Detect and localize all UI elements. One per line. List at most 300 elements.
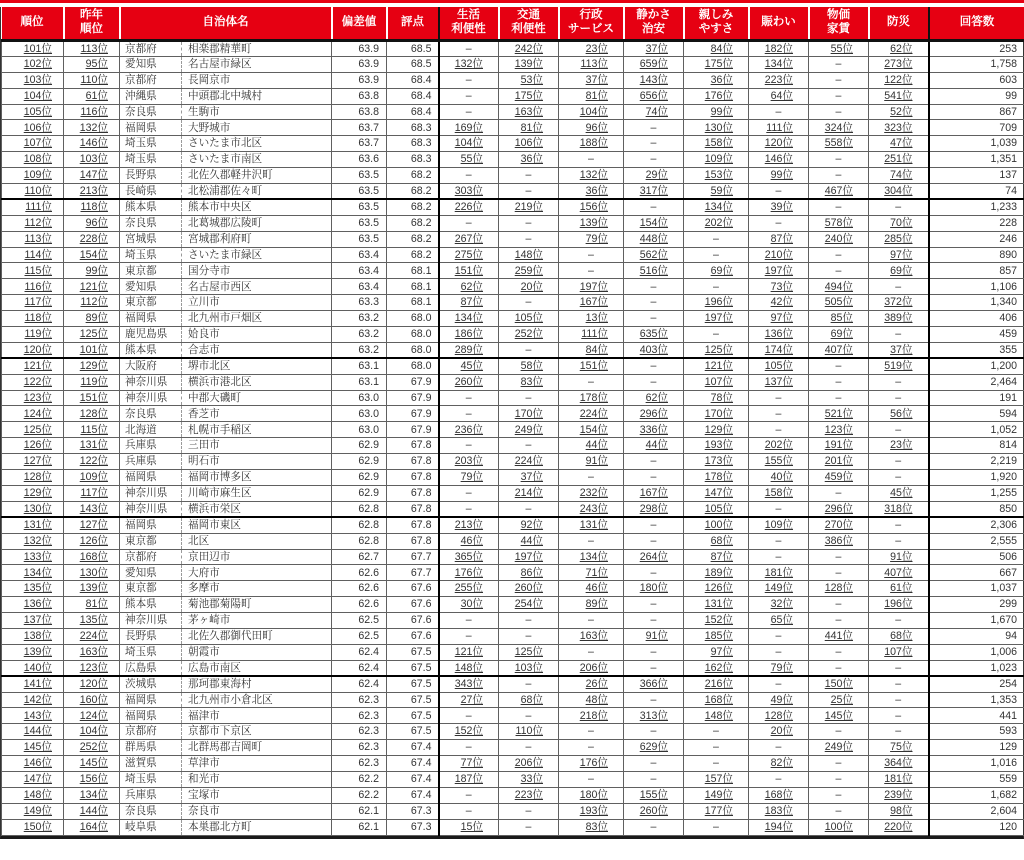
cell-city: 京田辺市 [182, 549, 332, 565]
cell-prev-rank: 103位 [64, 152, 120, 168]
cell-admin-service: 23位 [559, 41, 624, 57]
cell-liveliness: 174位 [749, 342, 809, 358]
cell-price-rent: 441位 [809, 628, 869, 644]
cell-life-convenience: 148位 [439, 660, 499, 676]
cell-disaster-prevention: 45位 [869, 485, 929, 501]
cell-score: 68.5 [387, 41, 439, 57]
cell-disaster-prevention: – [869, 660, 929, 676]
cell-friendliness: 189位 [684, 565, 749, 581]
cell-responses: 406 [929, 311, 1024, 327]
cell-admin-service: 13位 [559, 311, 624, 327]
cell-price-rent: 201位 [809, 454, 869, 470]
cell-prev-rank: 127位 [64, 517, 120, 533]
cell-liveliness: – [749, 771, 809, 787]
cell-disaster-prevention: – [869, 327, 929, 343]
cell-price-rent: 249位 [809, 740, 869, 756]
cell-transport-convenience: 92位 [499, 517, 559, 533]
table-row [2, 692, 1024, 708]
cell-life-convenience: 151位 [439, 263, 499, 279]
table-row [2, 311, 1024, 327]
cell-rank: 150位 [2, 819, 64, 835]
cell-transport-convenience: 259位 [499, 263, 559, 279]
cell-rank: 125位 [2, 422, 64, 438]
cell-admin-service: 151位 [559, 358, 624, 374]
cell-life-convenience: 87位 [439, 295, 499, 311]
cell-quiet-safety: – [624, 756, 684, 772]
cell-deviation: 62.6 [332, 581, 387, 597]
cell-rank: 108位 [2, 152, 64, 168]
cell-responses: 355 [929, 342, 1024, 358]
cell-life-convenience: 289位 [439, 342, 499, 358]
cell-quiet-safety: 91位 [624, 628, 684, 644]
col-header-admin-service: 行政 サービス [559, 7, 624, 41]
cell-prefecture: 埼玉県 [120, 152, 182, 168]
cell-rank: 123位 [2, 390, 64, 406]
table-row [2, 199, 1024, 215]
cell-friendliness: 197位 [684, 311, 749, 327]
cell-deviation: 62.2 [332, 771, 387, 787]
table-row [2, 72, 1024, 88]
table-row [2, 263, 1024, 279]
cell-transport-convenience: 81位 [499, 120, 559, 136]
cell-liveliness: 64位 [749, 88, 809, 104]
cell-deviation: 63.9 [332, 41, 387, 57]
cell-friendliness: 175位 [684, 56, 749, 72]
cell-city: さいたま市北区 [182, 136, 332, 152]
cell-prev-rank: 154位 [64, 247, 120, 263]
cell-friendliness: 84位 [684, 41, 749, 57]
cell-life-convenience: 62位 [439, 279, 499, 295]
table-row [2, 660, 1024, 676]
col-header-deviation: 偏差値 [332, 7, 387, 41]
cell-prefecture: 愛知県 [120, 565, 182, 581]
cell-disaster-prevention: – [869, 613, 929, 629]
col-header-price-rent: 物価 家賃 [809, 7, 869, 41]
cell-responses: 814 [929, 438, 1024, 454]
cell-prev-rank: 110位 [64, 72, 120, 88]
cell-deviation: 63.8 [332, 104, 387, 120]
cell-transport-convenience: 105位 [499, 311, 559, 327]
cell-friendliness: 129位 [684, 422, 749, 438]
cell-score: 67.6 [387, 597, 439, 613]
cell-friendliness: – [684, 740, 749, 756]
cell-admin-service: 232位 [559, 485, 624, 501]
cell-admin-service: 134位 [559, 549, 624, 565]
cell-liveliness: 223位 [749, 72, 809, 88]
cell-city: 横浜市栄区 [182, 501, 332, 517]
cell-deviation: 63.2 [332, 327, 387, 343]
cell-responses: 890 [929, 247, 1024, 263]
cell-rank: 117位 [2, 295, 64, 311]
cell-quiet-safety: 403位 [624, 342, 684, 358]
cell-responses: 709 [929, 120, 1024, 136]
cell-rank: 127位 [2, 454, 64, 470]
cell-quiet-safety: 298位 [624, 501, 684, 517]
cell-quiet-safety: – [624, 819, 684, 835]
cell-city: 熊本市中央区 [182, 199, 332, 215]
cell-friendliness: – [684, 231, 749, 247]
cell-price-rent: 386位 [809, 533, 869, 549]
table-row [2, 438, 1024, 454]
cell-quiet-safety: 143位 [624, 72, 684, 88]
cell-city: 中郡大磯町 [182, 390, 332, 406]
cell-liveliness: – [749, 644, 809, 660]
cell-city: 香芝市 [182, 406, 332, 422]
cell-friendliness: 157位 [684, 771, 749, 787]
cell-responses: 1,255 [929, 485, 1024, 501]
cell-life-convenience: 27位 [439, 692, 499, 708]
cell-prefecture: 沖縄県 [120, 88, 182, 104]
cell-disaster-prevention: 196位 [869, 597, 929, 613]
cell-life-convenience: – [439, 390, 499, 406]
cell-score: 67.9 [387, 422, 439, 438]
cell-prev-rank: 61位 [64, 88, 120, 104]
cell-disaster-prevention: – [869, 517, 929, 533]
cell-friendliness: 149位 [684, 787, 749, 803]
cell-score: 68.3 [387, 152, 439, 168]
cell-admin-service: – [559, 724, 624, 740]
cell-deviation: 62.7 [332, 549, 387, 565]
cell-score: 68.2 [387, 215, 439, 231]
cell-score: 67.9 [387, 390, 439, 406]
cell-city: 北九州市戸畑区 [182, 311, 332, 327]
cell-transport-convenience: – [499, 501, 559, 517]
cell-responses: 1,023 [929, 660, 1024, 676]
cell-prev-rank: 132位 [64, 120, 120, 136]
cell-transport-convenience: 58位 [499, 358, 559, 374]
cell-transport-convenience: 224位 [499, 454, 559, 470]
cell-prefecture: 北海道 [120, 422, 182, 438]
cell-quiet-safety: – [624, 358, 684, 374]
col-header-friendliness: 親しみ やすさ [684, 7, 749, 41]
cell-price-rent: – [809, 199, 869, 215]
cell-liveliness: 87位 [749, 231, 809, 247]
cell-responses: 1,920 [929, 470, 1024, 486]
cell-prefecture: 東京都 [120, 263, 182, 279]
cell-prefecture: 鹿児島県 [120, 327, 182, 343]
cell-liveliness: 32位 [749, 597, 809, 613]
cell-city: 相楽郡精華町 [182, 41, 332, 57]
cell-deviation: 63.5 [332, 199, 387, 215]
cell-city: 朝霞市 [182, 644, 332, 660]
table-row [2, 676, 1024, 692]
cell-life-convenience: 132位 [439, 56, 499, 72]
cell-quiet-safety: 62位 [624, 390, 684, 406]
cell-rank: 126位 [2, 438, 64, 454]
table-row [2, 247, 1024, 263]
cell-price-rent: 270位 [809, 517, 869, 533]
cell-transport-convenience: 223位 [499, 787, 559, 803]
cell-disaster-prevention: 70位 [869, 215, 929, 231]
cell-prefecture: 滋賀県 [120, 756, 182, 772]
cell-rank: 124位 [2, 406, 64, 422]
cell-life-convenience: 77位 [439, 756, 499, 772]
cell-score: 67.8 [387, 485, 439, 501]
cell-city: 那珂郡東海村 [182, 676, 332, 692]
cell-score: 67.5 [387, 676, 439, 692]
cell-deviation: 62.1 [332, 803, 387, 819]
cell-prefecture: 神奈川県 [120, 390, 182, 406]
table-row [2, 168, 1024, 184]
ranking-table-frame [0, 7, 1024, 839]
cell-disaster-prevention: 61位 [869, 581, 929, 597]
cell-life-convenience: – [439, 485, 499, 501]
cell-disaster-prevention: 75位 [869, 740, 929, 756]
cell-friendliness: 68位 [684, 533, 749, 549]
cell-prev-rank: 117位 [64, 485, 120, 501]
cell-friendliness: 121位 [684, 358, 749, 374]
cell-responses: 254 [929, 676, 1024, 692]
cell-responses: 506 [929, 549, 1024, 565]
cell-prev-rank: 116位 [64, 104, 120, 120]
cell-price-rent: – [809, 263, 869, 279]
cell-life-convenience: 30位 [439, 597, 499, 613]
cell-score: 67.4 [387, 771, 439, 787]
cell-transport-convenience: – [499, 215, 559, 231]
cell-disaster-prevention: 37位 [869, 342, 929, 358]
cell-price-rent: 85位 [809, 311, 869, 327]
cell-life-convenience: – [439, 168, 499, 184]
cell-price-rent: 505位 [809, 295, 869, 311]
cell-responses: 2,464 [929, 374, 1024, 390]
cell-liveliness: 97位 [749, 311, 809, 327]
cell-transport-convenience: – [499, 168, 559, 184]
cell-rank: 118位 [2, 311, 64, 327]
table-row [2, 184, 1024, 200]
cell-deviation: 63.0 [332, 390, 387, 406]
cell-score: 68.2 [387, 247, 439, 263]
col-header-liveliness: 賑わい [749, 7, 809, 41]
cell-price-rent: 240位 [809, 231, 869, 247]
cell-rank: 112位 [2, 215, 64, 231]
cell-admin-service: 96位 [559, 120, 624, 136]
cell-city: 広島市南区 [182, 660, 332, 676]
cell-admin-service: – [559, 644, 624, 660]
cell-score: 67.8 [387, 501, 439, 517]
cell-price-rent: – [809, 374, 869, 390]
cell-life-convenience: 134位 [439, 311, 499, 327]
cell-prev-rank: 128位 [64, 406, 120, 422]
cell-quiet-safety: 264位 [624, 549, 684, 565]
col-header-rank: 順位 [2, 7, 64, 41]
cell-prev-rank: 131位 [64, 438, 120, 454]
cell-score: 67.3 [387, 819, 439, 835]
cell-life-convenience: – [439, 41, 499, 57]
cell-score: 68.4 [387, 88, 439, 104]
cell-city: さいたま市緑区 [182, 247, 332, 263]
cell-rank: 129位 [2, 485, 64, 501]
cell-prefecture: 大阪府 [120, 358, 182, 374]
cell-responses: 1,682 [929, 787, 1024, 803]
cell-rank: 131位 [2, 517, 64, 533]
cell-prev-rank: 252位 [64, 740, 120, 756]
cell-transport-convenience: – [499, 295, 559, 311]
cell-friendliness: 131位 [684, 597, 749, 613]
cell-deviation: 63.4 [332, 247, 387, 263]
cell-admin-service: 188位 [559, 136, 624, 152]
cell-city: 茅ヶ崎市 [182, 613, 332, 629]
cell-price-rent: – [809, 644, 869, 660]
cell-score: 68.4 [387, 72, 439, 88]
cell-life-convenience: – [439, 501, 499, 517]
table-row [2, 152, 1024, 168]
cell-prev-rank: 168位 [64, 549, 120, 565]
table-row [2, 787, 1024, 803]
cell-prefecture: 東京都 [120, 581, 182, 597]
cell-disaster-prevention: 68位 [869, 628, 929, 644]
cell-disaster-prevention: – [869, 454, 929, 470]
cell-transport-convenience: – [499, 819, 559, 835]
cell-responses: 2,604 [929, 803, 1024, 819]
cell-liveliness: 105位 [749, 358, 809, 374]
cell-quiet-safety: 659位 [624, 56, 684, 72]
cell-transport-convenience: – [499, 803, 559, 819]
cell-disaster-prevention: 407位 [869, 565, 929, 581]
cell-liveliness: – [749, 422, 809, 438]
cell-quiet-safety: – [624, 644, 684, 660]
cell-life-convenience: – [439, 88, 499, 104]
cell-friendliness: 153位 [684, 168, 749, 184]
cell-responses: 1,233 [929, 199, 1024, 215]
cell-deviation: 63.4 [332, 279, 387, 295]
cell-admin-service: – [559, 771, 624, 787]
cell-disaster-prevention: 69位 [869, 263, 929, 279]
cell-prev-rank: 139位 [64, 581, 120, 597]
table-row [2, 374, 1024, 390]
cell-life-convenience: 15位 [439, 819, 499, 835]
cell-prev-rank: 164位 [64, 819, 120, 835]
cell-city: 明石市 [182, 454, 332, 470]
cell-life-convenience: – [439, 613, 499, 629]
cell-quiet-safety: – [624, 374, 684, 390]
cell-rank: 106位 [2, 120, 64, 136]
cell-prev-rank: 224位 [64, 628, 120, 644]
cell-transport-convenience: 242位 [499, 41, 559, 57]
cell-rank: 134位 [2, 565, 64, 581]
cell-prefecture: 東京都 [120, 533, 182, 549]
cell-prefecture: 福岡県 [120, 517, 182, 533]
cell-disaster-prevention: 62位 [869, 41, 929, 57]
cell-prev-rank: 147位 [64, 168, 120, 184]
cell-friendliness: 162位 [684, 660, 749, 676]
cell-prev-rank: 126位 [64, 533, 120, 549]
cell-price-rent: – [809, 390, 869, 406]
cell-quiet-safety: 154位 [624, 215, 684, 231]
cell-friendliness: 152位 [684, 613, 749, 629]
cell-city: 姶良市 [182, 327, 332, 343]
cell-friendliness: 125位 [684, 342, 749, 358]
cell-disaster-prevention: 107位 [869, 644, 929, 660]
table-row [2, 342, 1024, 358]
cell-disaster-prevention: – [869, 470, 929, 486]
cell-life-convenience: – [439, 740, 499, 756]
cell-prefecture: 京都府 [120, 41, 182, 57]
cell-admin-service: 84位 [559, 342, 624, 358]
cell-city: 国分寺市 [182, 263, 332, 279]
cell-prev-rank: 130位 [64, 565, 120, 581]
cell-deviation: 62.5 [332, 613, 387, 629]
cell-disaster-prevention: 220位 [869, 819, 929, 835]
cell-transport-convenience: 260位 [499, 581, 559, 597]
table-row [2, 628, 1024, 644]
cell-prefecture: 長崎県 [120, 184, 182, 200]
cell-deviation: 62.9 [332, 485, 387, 501]
cell-responses: 246 [929, 231, 1024, 247]
cell-transport-convenience: 44位 [499, 533, 559, 549]
cell-prefecture: 奈良県 [120, 803, 182, 819]
cell-price-rent: – [809, 756, 869, 772]
cell-transport-convenience: – [499, 628, 559, 644]
cell-disaster-prevention: 122位 [869, 72, 929, 88]
cell-quiet-safety: 366位 [624, 676, 684, 692]
cell-admin-service: 167位 [559, 295, 624, 311]
cell-quiet-safety: – [624, 279, 684, 295]
cell-friendliness: 126位 [684, 581, 749, 597]
cell-admin-service: 243位 [559, 501, 624, 517]
table-row [2, 803, 1024, 819]
cell-score: 67.9 [387, 374, 439, 390]
cell-responses: 1,758 [929, 56, 1024, 72]
cell-quiet-safety: 448位 [624, 231, 684, 247]
cell-responses: 120 [929, 819, 1024, 835]
cell-disaster-prevention: 239位 [869, 787, 929, 803]
cell-prev-rank: 135位 [64, 613, 120, 629]
cell-deviation: 62.3 [332, 756, 387, 772]
cell-quiet-safety: – [624, 311, 684, 327]
cell-liveliness: – [749, 104, 809, 120]
cell-prev-rank: 115位 [64, 422, 120, 438]
cell-transport-convenience: 206位 [499, 756, 559, 772]
cell-rank: 142位 [2, 692, 64, 708]
cell-life-convenience: 55位 [439, 152, 499, 168]
cell-transport-convenience: 106位 [499, 136, 559, 152]
cell-quiet-safety: 180位 [624, 581, 684, 597]
cell-city: 川崎市麻生区 [182, 485, 332, 501]
cell-score: 68.1 [387, 263, 439, 279]
cell-deviation: 63.5 [332, 184, 387, 200]
cell-rank: 139位 [2, 644, 64, 660]
cell-price-rent: – [809, 485, 869, 501]
table-row [2, 644, 1024, 660]
cell-prefecture: 京都府 [120, 72, 182, 88]
cell-price-rent: 459位 [809, 470, 869, 486]
cell-price-rent: – [809, 56, 869, 72]
table-row [2, 708, 1024, 724]
cell-life-convenience: 104位 [439, 136, 499, 152]
cell-life-convenience: 226位 [439, 199, 499, 215]
cell-city: 和光市 [182, 771, 332, 787]
cell-quiet-safety: – [624, 597, 684, 613]
cell-deviation: 63.3 [332, 295, 387, 311]
cell-score: 68.2 [387, 184, 439, 200]
cell-liveliness: 120位 [749, 136, 809, 152]
cell-transport-convenience: 163位 [499, 104, 559, 120]
cell-disaster-prevention: 273位 [869, 56, 929, 72]
cell-liveliness: 65位 [749, 613, 809, 629]
cell-transport-convenience: 254位 [499, 597, 559, 613]
cell-admin-service: 111位 [559, 327, 624, 343]
cell-rank: 132位 [2, 533, 64, 549]
cell-deviation: 63.7 [332, 120, 387, 136]
cell-prefecture: 茨城県 [120, 676, 182, 692]
cell-score: 68.4 [387, 104, 439, 120]
cell-liveliness: 99位 [749, 168, 809, 184]
cell-friendliness: 105位 [684, 501, 749, 517]
cell-life-convenience: 236位 [439, 422, 499, 438]
cell-rank: 144位 [2, 724, 64, 740]
ranking-table-header [2, 7, 1024, 41]
cell-life-convenience: 365位 [439, 549, 499, 565]
